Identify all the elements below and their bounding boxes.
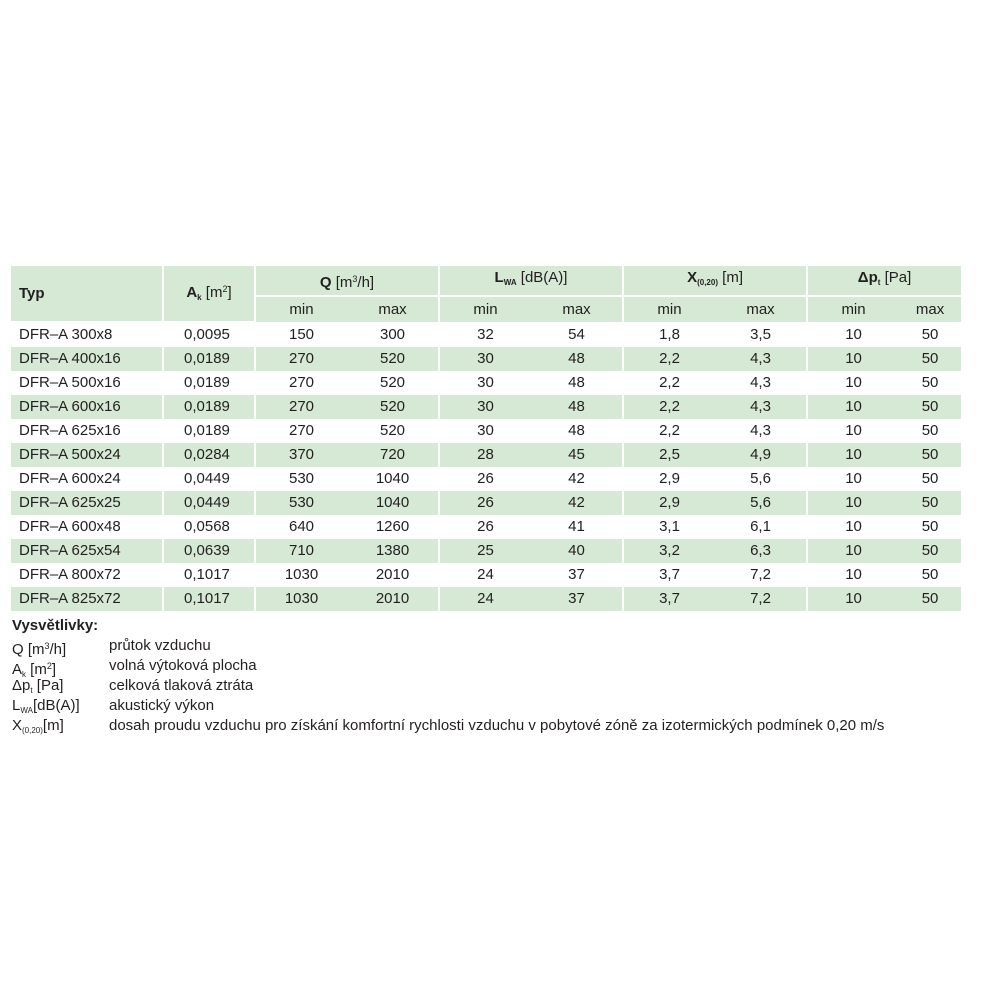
legend-desc-ak: volná výtoková plocha	[109, 657, 257, 674]
cell-lwa-max: 37	[568, 566, 585, 583]
cell-q-min: 1030	[255, 563, 347, 587]
cell-x-min: 2,2	[623, 419, 715, 443]
cell-lwa-min: 30	[439, 395, 531, 419]
table-row	[11, 419, 961, 443]
spec-table-container	[11, 266, 961, 611]
cell-dp-max: 50	[899, 491, 961, 515]
cell-typ: DFR–A 800x72	[19, 566, 121, 583]
cell-q-min: 710	[255, 539, 347, 563]
cell-ak: 0,1017	[163, 563, 255, 587]
header-q-symbol: Q	[319, 273, 332, 291]
header-dp	[807, 266, 961, 296]
cell-ak: 0,0284	[163, 443, 255, 467]
cell-typ: DFR–A 625x54	[11, 539, 163, 563]
legend-x-unit: [m]	[42, 717, 64, 734]
legend-ak-sub: k	[22, 670, 27, 679]
cell-x-max: 7,2	[715, 587, 807, 611]
cell-q-min: 370	[255, 443, 347, 467]
legend-ak-unit-sup: 2	[46, 661, 52, 671]
cell-x-max: 3,5	[750, 325, 771, 343]
header-q-max: max	[347, 296, 439, 322]
legend-desc-x: dosah proudu vzduchu pro získání komfortní rychlosti vzduchu v pobytové zóně za izotermických podmínek 0,20 m/s	[109, 717, 885, 734]
legend-row-dp	[12, 676, 972, 696]
legend-ak-sym: A	[12, 661, 23, 678]
cell-dp-min: 10	[807, 395, 899, 419]
cell-lwa-min: 30	[439, 371, 531, 395]
legend-ak-unit-pre: [m	[26, 661, 47, 678]
cell-q-min: 1030	[255, 587, 347, 611]
header-ak-unit-sup: 2	[222, 284, 228, 294]
cell-dp-max: 50	[899, 587, 961, 611]
cell-dp-min: 10	[807, 515, 899, 539]
cell-ak: 0,0568	[163, 515, 255, 539]
legend-desc-q: průtok vzduchu	[109, 637, 211, 654]
cell-q-min: 150	[255, 322, 347, 347]
cell-ak: 0,0189	[163, 395, 255, 419]
cell-typ: DFR–A 600x24	[19, 470, 121, 487]
header-lwa-min: min	[439, 296, 531, 322]
cell-lwa-min: 26	[439, 491, 531, 515]
cell-typ: DFR–A 500x16	[19, 374, 121, 391]
legend-symbol-dp	[12, 676, 109, 696]
cell-dp-max: 50	[921, 566, 939, 583]
cell-q-min: 270	[255, 395, 347, 419]
table-row	[11, 395, 961, 419]
cell-dp-max: 50	[899, 395, 961, 419]
legend-dp-sub: t	[30, 686, 33, 695]
legend-lwa-sub: WA	[20, 706, 33, 715]
legend-symbol-lwa	[12, 696, 109, 716]
cell-lwa-max: 41	[568, 518, 585, 535]
cell-x-min: 2,9	[623, 491, 715, 515]
table-row	[11, 539, 961, 563]
legend-ak-unit-post: ]	[51, 661, 57, 678]
cell-typ: DFR–A 300x8	[19, 326, 113, 343]
header-dp-max: max	[899, 296, 961, 322]
cell-dp-max: 50	[899, 347, 961, 371]
cell-ak: 0,0189	[163, 371, 255, 395]
cell-ak: 0,0189	[163, 347, 255, 371]
legend-q-post: /h]	[49, 641, 67, 658]
cell-lwa-max: 42	[531, 491, 623, 515]
cell-q-max: 300	[379, 325, 406, 343]
cell-lwa-max: 48	[531, 395, 623, 419]
cell-lwa-max: 48	[568, 374, 585, 391]
table-row	[11, 491, 961, 515]
cell-ak: 0,0449	[163, 491, 255, 515]
cell-typ: DFR–A 625x16	[19, 422, 121, 439]
cell-q-min: 270	[255, 347, 347, 371]
legend-desc-lwa: akustický výkon	[109, 697, 215, 714]
table-row	[11, 467, 961, 491]
cell-q-max: 1380	[347, 539, 439, 563]
table-row	[11, 347, 961, 371]
cell-lwa-max: 54	[568, 325, 585, 343]
legend-symbol-x	[12, 716, 109, 736]
header-dp-symbol: Δp	[857, 269, 878, 286]
header-q-unit-post: /h]	[357, 273, 375, 291]
cell-dp-min: 10	[807, 443, 899, 467]
header-q	[255, 266, 439, 296]
cell-lwa-min: 30	[439, 419, 531, 443]
cell-lwa-min: 26	[439, 515, 531, 539]
cell-ak: 0,0639	[163, 539, 255, 563]
cell-typ: DFR–A 500x24	[11, 443, 163, 467]
header-typ: Typ	[11, 266, 163, 322]
cell-dp-max: 50	[899, 539, 961, 563]
header-q-min: min	[255, 296, 347, 322]
legend-dp-sym: Δp	[12, 677, 31, 694]
table-row	[11, 371, 961, 395]
cell-x-max: 7,2	[750, 566, 771, 583]
cell-q-max: 520	[379, 422, 406, 439]
header-x-subscript: (0,20)	[697, 278, 718, 287]
cell-lwa-max: 48	[568, 422, 585, 439]
legend-title: Vysvětlivky:	[12, 617, 99, 634]
header-dp-min: min	[807, 296, 899, 322]
legend-lwa-unit: [dB(A)]	[32, 697, 80, 714]
table-row	[11, 563, 961, 587]
cell-dp-min: 10	[807, 491, 899, 515]
cell-q-max: 520	[347, 395, 439, 419]
table-body	[11, 322, 961, 611]
legend-desc-dp: celková tlaková ztráta	[109, 677, 254, 694]
cell-dp-max: 50	[921, 325, 939, 343]
header-q-unit-sup: 3	[352, 273, 358, 284]
cell-x-max: 4,3	[715, 347, 807, 371]
cell-dp-min: 10	[807, 587, 899, 611]
legend-row-x	[12, 716, 972, 736]
cell-dp-min: 10	[807, 419, 899, 443]
cell-x-min: 1,8	[623, 322, 715, 347]
header-q-unit-pre: [m	[331, 273, 353, 291]
legend-x-sym: X	[12, 717, 23, 734]
cell-x-max: 4,3	[750, 422, 771, 439]
legend-x-sub: (0,20)	[22, 726, 43, 735]
cell-x-max: 4,9	[715, 443, 807, 467]
cell-typ: DFR–A 825x72	[11, 587, 163, 611]
header-lwa-unit: [dB(A)]	[516, 269, 568, 286]
legend-symbol-q	[12, 636, 109, 656]
header-lwa	[439, 266, 623, 296]
cell-q-max: 720	[347, 443, 439, 467]
header-x-min: min	[623, 296, 715, 322]
cell-x-min: 3,7	[623, 563, 715, 587]
legend-q-sup: 3	[44, 641, 50, 651]
cell-q-max: 520	[347, 347, 439, 371]
header-lwa-symbol: L	[494, 269, 504, 286]
cell-lwa-min: 32	[439, 322, 531, 347]
cell-dp-max: 50	[921, 518, 939, 535]
header-ak-symbol: A	[186, 284, 198, 301]
cell-x-max: 5,6	[715, 491, 807, 515]
legend-row-ak	[12, 656, 972, 679]
cell-typ: DFR–A 600x48	[19, 518, 121, 535]
cell-lwa-min: 25	[439, 539, 531, 563]
cell-x-min: 3,1	[623, 515, 715, 539]
cell-q-min: 270	[255, 371, 347, 395]
header-lwa-max: max	[531, 296, 623, 322]
header-ak-subscript: k	[197, 293, 202, 302]
cell-x-min: 3,7	[623, 587, 715, 611]
cell-lwa-min: 28	[439, 443, 531, 467]
cell-q-max: 520	[379, 374, 406, 391]
cell-q-max: 1040	[347, 491, 439, 515]
cell-q-min: 270	[255, 419, 347, 443]
table-row	[11, 322, 961, 347]
cell-lwa-max: 42	[568, 470, 585, 487]
cell-dp-max: 50	[921, 422, 939, 439]
spec-table	[11, 266, 961, 611]
header-dp-subscript: t	[877, 278, 881, 287]
cell-x-max: 6,3	[715, 539, 807, 563]
cell-ak: 0,0095	[163, 322, 255, 347]
cell-lwa-min: 30	[439, 347, 531, 371]
cell-lwa-max: 40	[531, 539, 623, 563]
table-row	[11, 515, 961, 539]
cell-q-max: 2010	[375, 566, 410, 583]
cell-x-min: 2,2	[623, 371, 715, 395]
legend-dp-unit: [Pa]	[32, 677, 64, 694]
cell-x-min: 2,2	[623, 347, 715, 371]
table-row	[11, 587, 961, 611]
cell-lwa-min: 24	[439, 587, 531, 611]
legend-symbol-ak	[12, 656, 109, 679]
table-header	[11, 266, 961, 322]
header-x-unit: [m]	[717, 269, 743, 286]
cell-lwa-max: 45	[531, 443, 623, 467]
cell-q-min: 530	[255, 467, 347, 491]
cell-x-min: 3,2	[623, 539, 715, 563]
cell-typ: DFR–A 600x16	[11, 395, 163, 419]
cell-ak: 0,0449	[163, 467, 255, 491]
cell-dp-min: 10	[807, 539, 899, 563]
cell-dp-min: 10	[807, 563, 899, 587]
cell-q-max: 1040	[375, 470, 410, 487]
header-x-max: max	[715, 296, 807, 322]
cell-x-min: 2,2	[623, 395, 715, 419]
cell-q-max: 1260	[375, 518, 410, 535]
legend-row-q	[12, 636, 972, 656]
table-row	[11, 443, 961, 467]
legend-q-sym: Q [m	[12, 641, 45, 658]
cell-lwa-max: 37	[531, 587, 623, 611]
cell-x-max: 6,1	[750, 518, 771, 535]
cell-dp-min: 10	[807, 467, 899, 491]
header-dp-unit: [Pa]	[880, 269, 912, 286]
cell-x-max: 4,3	[715, 395, 807, 419]
legend	[12, 616, 972, 736]
cell-lwa-min: 26	[439, 467, 531, 491]
legend-row-lwa	[12, 696, 972, 716]
cell-lwa-min: 24	[439, 563, 531, 587]
cell-typ: DFR–A 400x16	[11, 347, 163, 371]
cell-q-min: 530	[255, 491, 347, 515]
cell-lwa-max: 48	[531, 347, 623, 371]
cell-dp-max: 50	[921, 470, 939, 487]
cell-x-max: 5,6	[750, 470, 771, 487]
cell-dp-max: 50	[899, 443, 961, 467]
header-x	[623, 266, 807, 296]
cell-typ: DFR–A 625x25	[11, 491, 163, 515]
cell-ak: 0,0189	[163, 419, 255, 443]
cell-q-min: 640	[255, 515, 347, 539]
cell-q-max: 2010	[347, 587, 439, 611]
header-lwa-subscript: WA	[503, 278, 517, 287]
header-ak	[163, 266, 255, 322]
cell-dp-max: 50	[921, 374, 939, 391]
legend-lwa-sym: L	[12, 697, 21, 714]
cell-dp-min: 10	[807, 347, 899, 371]
header-x-symbol: X	[687, 269, 698, 286]
cell-dp-min: 10	[807, 371, 899, 395]
cell-ak: 0,1017	[163, 587, 255, 611]
cell-x-min: 2,9	[623, 467, 715, 491]
cell-x-min: 2,5	[623, 443, 715, 467]
header-ak-unit-post: ]	[227, 284, 232, 301]
cell-dp-min: 10	[807, 322, 899, 347]
header-ak-unit-pre: [m	[201, 284, 223, 301]
cell-x-max: 4,3	[750, 374, 771, 391]
